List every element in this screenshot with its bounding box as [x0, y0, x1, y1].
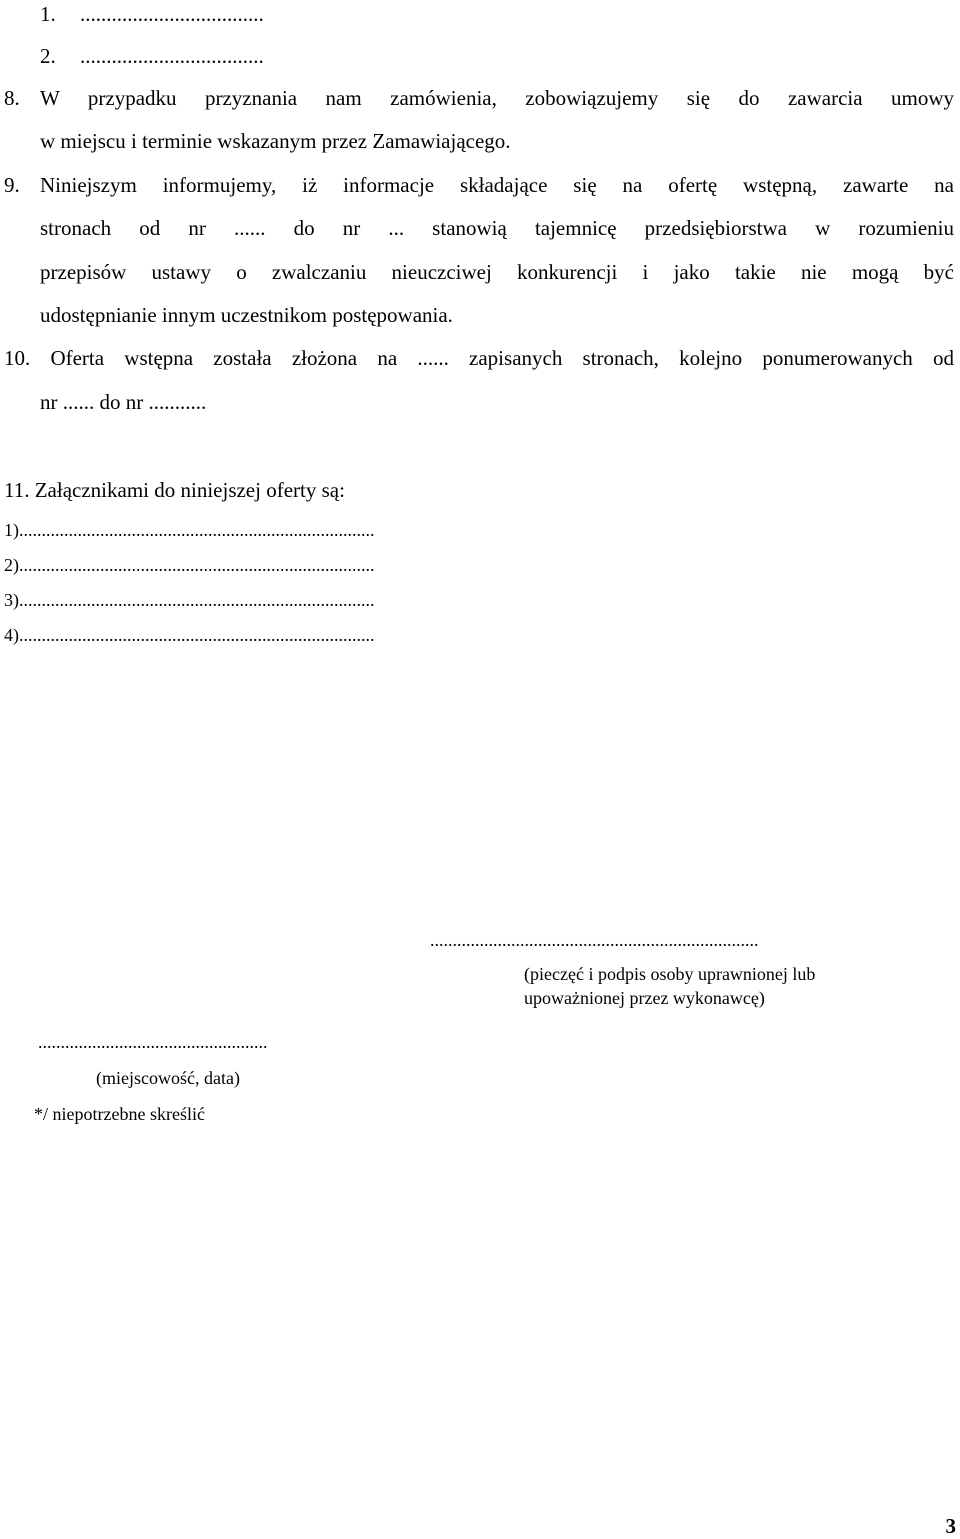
paragraph-number: 9.: [4, 173, 20, 197]
attachment-line: 4)...............................................................................: [4, 625, 375, 645]
paragraph-line: przepisów ustawy o zwalczaniu nieuczciwej konkurencji i jako takie nie mogą być: [40, 260, 954, 284]
page-number: 3: [945, 1514, 956, 1538]
footnote: */ niepotrzebne skreślić: [34, 1104, 205, 1124]
list-item-dots: ...................................: [80, 44, 264, 68]
paragraph-line: stronach od nr ...... do nr ... stanowią tajemnicę przedsiębiorstwa w rozumieniu: [40, 216, 954, 240]
paragraph-line: nr ...... do nr ...........: [40, 390, 207, 414]
signature-label: upoważnionej przez wykonawcę): [524, 988, 765, 1008]
attachments-heading: 11. Załącznikami do niniejszej oferty są:: [4, 478, 345, 502]
list-item-dots: ...................................: [80, 2, 264, 26]
list-item-2: [40, 42, 440, 70]
place-date-dots: ...................................................: [38, 1032, 268, 1052]
paragraph-line: W przypadku przyznania nam zamówienia, zobowiązujemy się do zawarcia umowy: [40, 86, 954, 110]
attachment-line: 2)...............................................................................: [4, 555, 375, 575]
attachment-line: 1)...............................................................................: [4, 520, 375, 540]
place-date-label: (miejscowość, data): [96, 1068, 240, 1088]
paragraph-line: udostępnianie innym uczestnikom postępowania.: [40, 303, 453, 327]
paragraph-line: Niniejszym informujemy, iż informacje składające się na ofertę wstępną, zawarte na: [40, 173, 954, 197]
signature-label: (pieczęć i podpis osoby uprawnionej lub: [524, 964, 816, 984]
list-item-1: [40, 0, 440, 28]
list-item-number: 2.: [40, 44, 56, 68]
paragraph-line: 10. Oferta wstępna została złożona na ...... zapisanych stronach, kolejno ponumerowanych od: [4, 346, 954, 370]
signature-dots: .........................................................................: [430, 930, 759, 950]
attachment-line: 3)...............................................................................: [4, 590, 375, 610]
list-item-number: 1.: [40, 2, 56, 26]
paragraph-number: 8.: [4, 86, 20, 110]
paragraph-line: w miejscu i terminie wskazanym przez Zamawiającego.: [40, 129, 511, 153]
